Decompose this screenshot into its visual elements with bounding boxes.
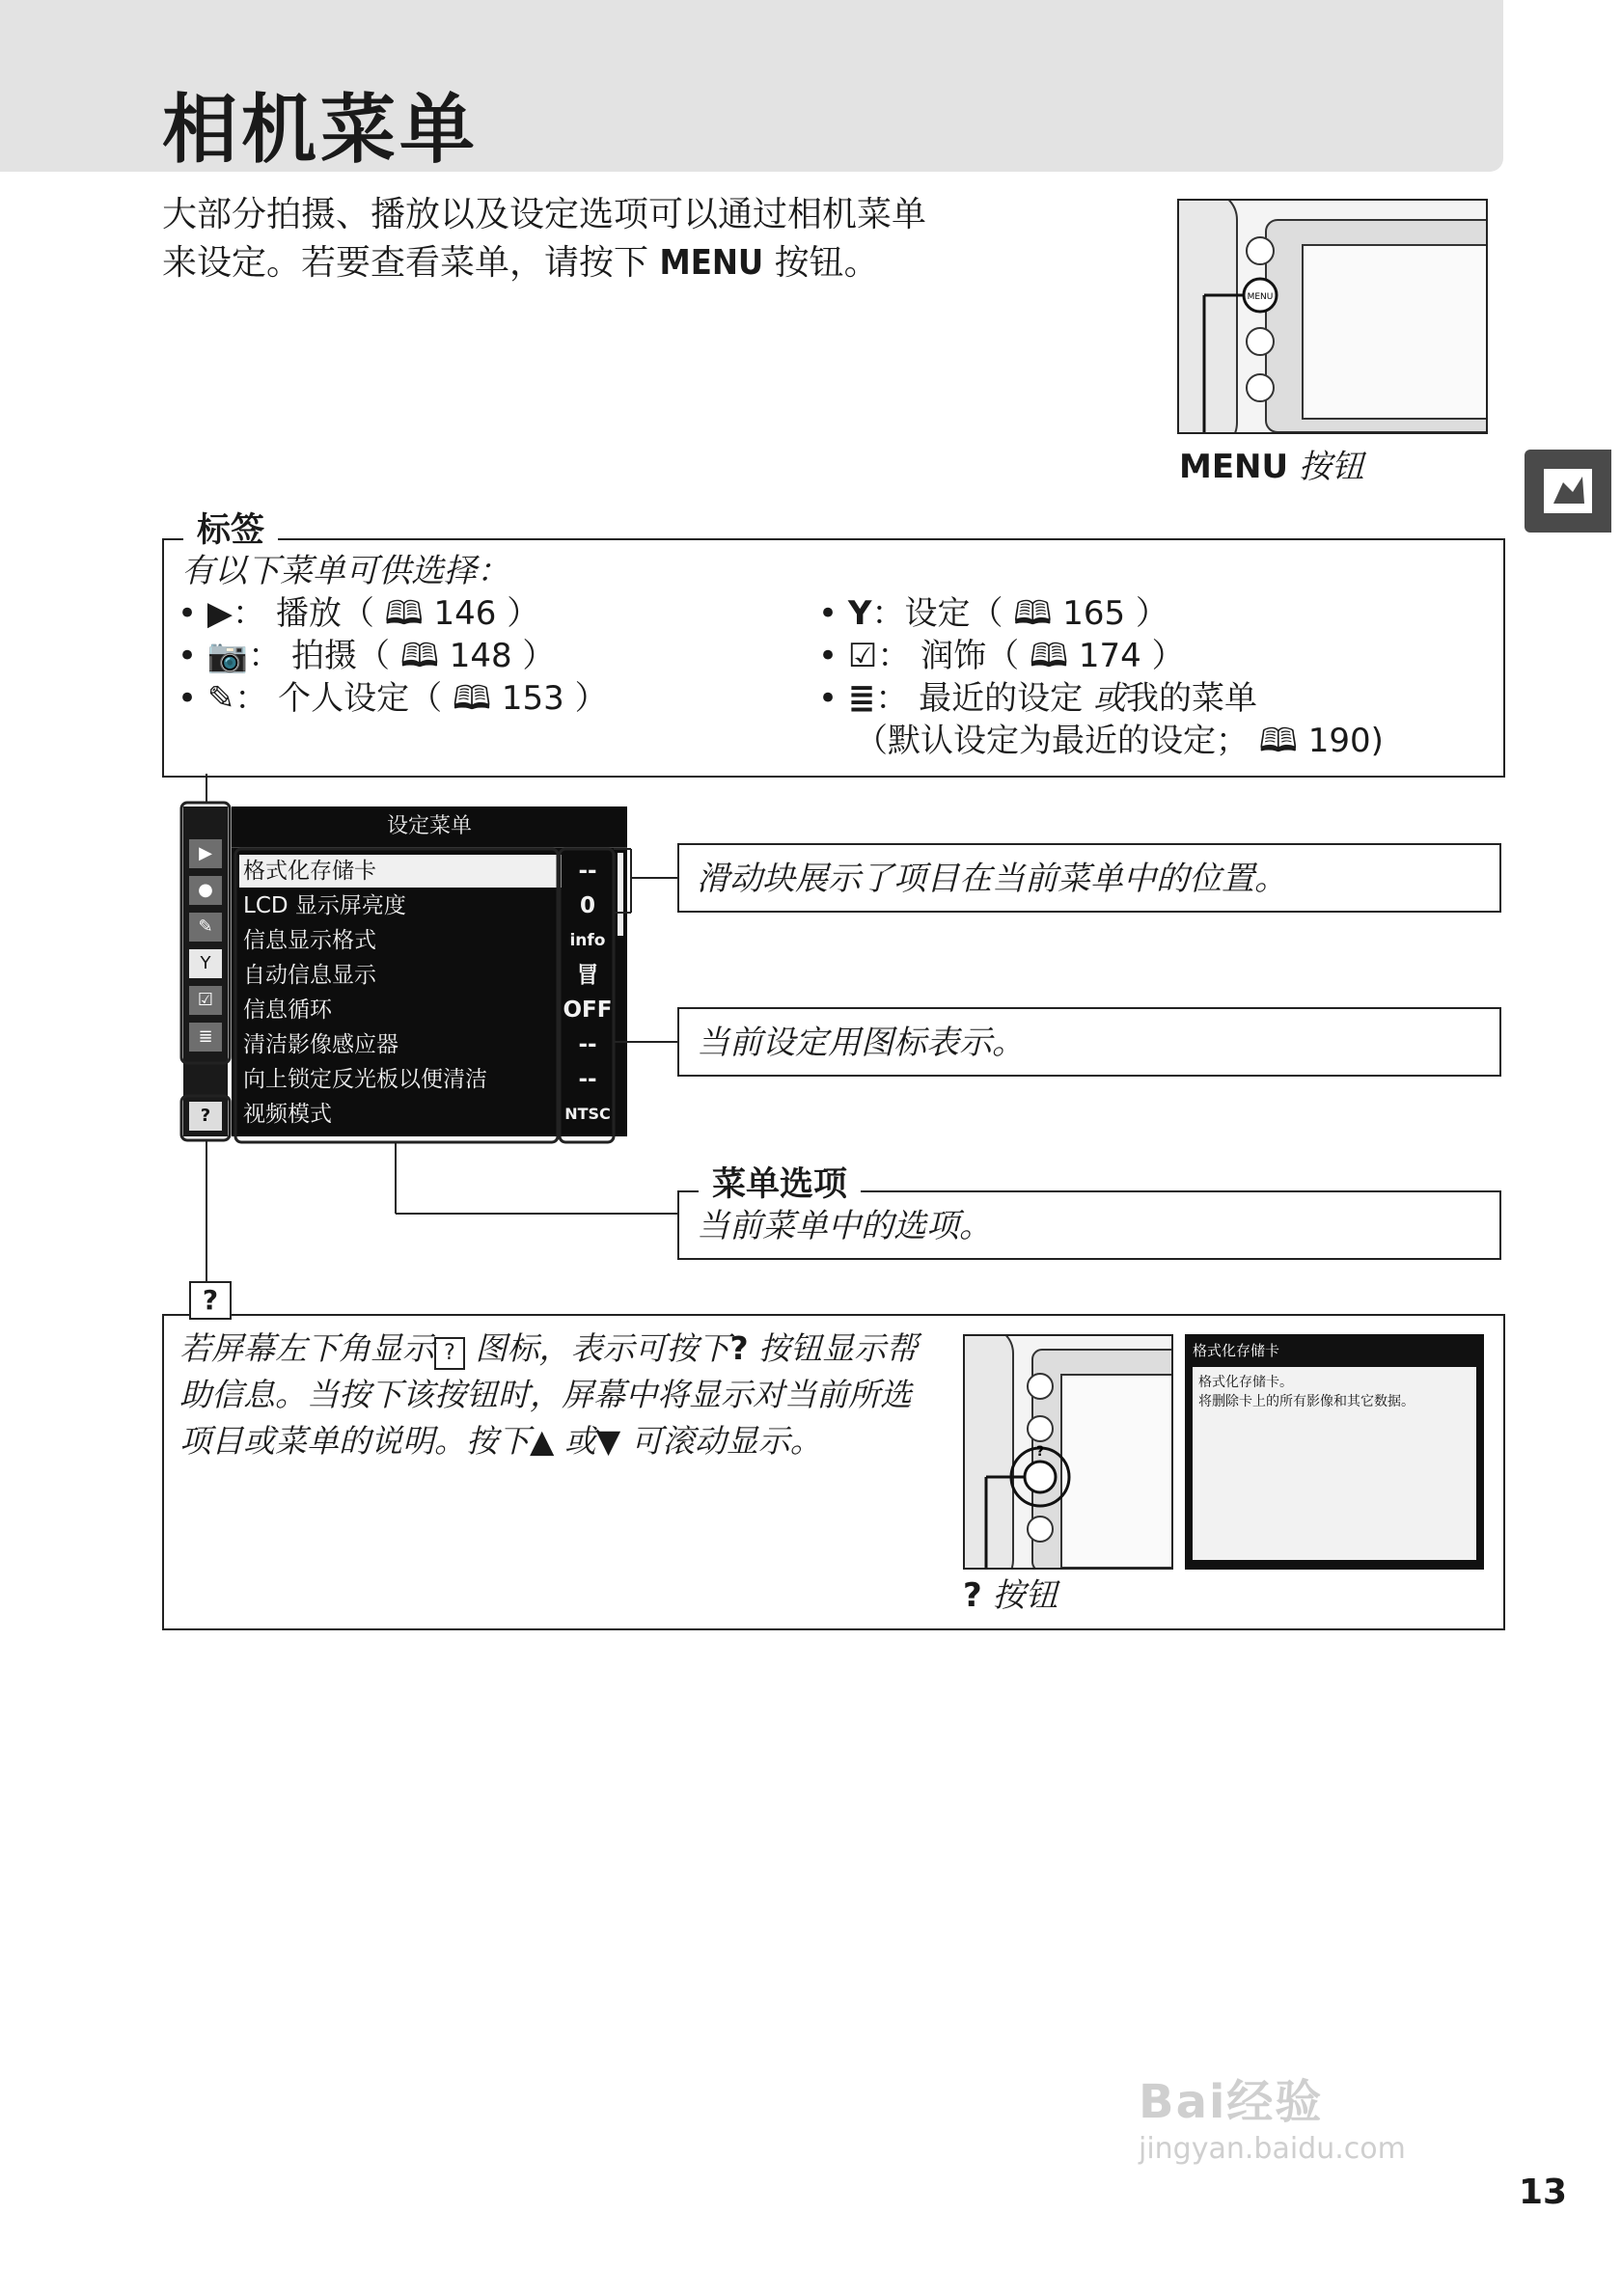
menu-row: 向上锁定反光板以便清洁 xyxy=(243,1067,487,1092)
wrench-icon: Y xyxy=(847,594,872,633)
retouch-icon: ☑ xyxy=(847,637,878,675)
menu-row-value: info xyxy=(569,931,606,950)
page-number: 13 xyxy=(1519,2173,1568,2212)
tab-item-recent: • ≣： 最近的设定 或我的菜单 xyxy=(818,679,1257,718)
help-button-figure xyxy=(963,1334,1173,1570)
intro-text-before: 大部分拍摄、播放以及设定选项可以通过相机菜单来设定。若要查看菜单，请按下 xyxy=(162,195,927,283)
tab-item-text-b: 我的菜单 xyxy=(1126,679,1257,718)
help-screen-title: 格式化存储卡 xyxy=(1189,1338,1484,1363)
help-screen-line: 格式化存储卡。 xyxy=(1198,1375,1293,1390)
tab-item-retouch: • ☑： 润饰（ 🕮 174 ） xyxy=(818,637,1185,675)
sidebar-retouch-icon: ☑ xyxy=(189,986,222,1015)
sidebar-recent-icon: ≣ xyxy=(189,1023,222,1052)
menu-screen-title: 设定菜单 xyxy=(232,806,627,848)
help-caption-bold: ? xyxy=(963,1576,982,1615)
menu-caption-bold: MENU xyxy=(1179,448,1289,486)
menu-row-value: -- xyxy=(578,859,597,884)
baidu-watermark-url: jingyan.baidu.com xyxy=(1139,2132,1406,2166)
pencil-icon: ✎ xyxy=(206,679,235,718)
page-title: 相机菜单 xyxy=(162,87,480,174)
menu-row: 视频模式 xyxy=(243,1102,332,1127)
help-caption-italic: 按钮 xyxy=(981,1576,1058,1615)
menu-row-value: 0 xyxy=(579,893,595,918)
help-label-icon: ? xyxy=(189,1281,232,1320)
sidebar-setup-icon: Y xyxy=(189,949,222,978)
current-setting-callout: 当前设定用图标表示。 xyxy=(677,1007,1501,1077)
tab-item-playback: • ▶： 播放（ 🕮 146 ） xyxy=(178,594,540,633)
menu-word: MENU xyxy=(659,243,764,283)
sidebar-help-icon: ? xyxy=(189,1102,222,1131)
menu-row-value: -- xyxy=(578,1067,597,1092)
menu-row: 信息显示格式 xyxy=(243,928,376,953)
help-text-2: 图标，表示可按下 xyxy=(465,1329,730,1367)
menu-caption-italic: 按钮 xyxy=(1288,448,1364,486)
svg-text:?: ? xyxy=(1035,1444,1045,1460)
menu-row: 信息循环 xyxy=(243,998,332,1023)
help-screen xyxy=(1185,1334,1484,1570)
menu-row-value: NTSC xyxy=(564,1105,611,1123)
menu-row-value: OFF xyxy=(563,998,613,1023)
menu-row: 自动信息显示 xyxy=(243,963,376,988)
menu-row-value: 冒 xyxy=(576,963,599,988)
help-inline-icon: ? xyxy=(434,1337,465,1370)
tab-item-text: ：设定（ 🕮 165 ） xyxy=(871,594,1168,633)
recent-settings-icon: ≣ xyxy=(847,679,876,718)
tab-item-text: ： 个人设定（ 🕮 153 ） xyxy=(234,679,608,718)
tab-item-or: 或 xyxy=(1093,679,1126,718)
tab-item-text: ： 拍摄（ 🕮 148 ） xyxy=(248,637,556,675)
tab-item-custom: • ✎： 个人设定（ 🕮 153 ） xyxy=(178,679,608,718)
tabs-intro: 有以下菜单可供选择： xyxy=(181,552,509,590)
help-button-caption xyxy=(963,1569,1058,1616)
menu-row: LCD 显示屏亮度 xyxy=(243,893,406,918)
help-description xyxy=(179,1326,942,1464)
help-text-3: 按钮显示帮助信息。当按下该按钮时，屏幕中将显示对当前所选项目或菜单的说明。按下▲ 或▼ 可滚动显示。 xyxy=(179,1329,919,1460)
tabs-label: 标签 xyxy=(183,504,278,552)
tab-item-text: ： 播放（ 🕮 146 ） xyxy=(233,594,540,633)
sidebar-playback-icon: ▶ xyxy=(189,839,222,868)
help-screen-line: 将删除卡上的所有影像和其它数据。 xyxy=(1198,1394,1415,1409)
menu-row-value: -- xyxy=(578,1032,597,1057)
help-bold-q: ? xyxy=(729,1329,749,1367)
tab-item-setup: • Y：设定（ 🕮 165 ） xyxy=(818,594,1168,633)
camera-back-help-drawing xyxy=(965,1336,1171,1568)
playback-icon: ▶ xyxy=(206,594,234,633)
help-text-1: 若屏幕左下角显示 xyxy=(179,1329,434,1367)
baidu-watermark-logo: Bai经验 xyxy=(1139,2075,1324,2129)
tab-item-text: ： 润饰（ 🕮 174 ） xyxy=(877,637,1185,675)
tab-item-text-a: ： 最近的设定 xyxy=(875,679,1093,718)
intro-text-after: 按钮。 xyxy=(763,243,879,283)
menu-options-label: 菜单选项 xyxy=(699,1158,861,1206)
sidebar-shooting-icon: ● xyxy=(189,876,222,905)
camera-icon: 📷 xyxy=(206,637,249,675)
menu-options-callout: 当前菜单中的选项。 xyxy=(677,1190,1501,1260)
menu-row: 格式化存储卡 xyxy=(239,855,562,888)
slider-callout: 滑动块展示了项目在当前菜单中的位置。 xyxy=(677,843,1501,913)
svg-text:MENU: MENU xyxy=(1247,292,1274,302)
sidebar-custom-icon: ✎ xyxy=(189,913,222,942)
tab-item-recent-note: （默认设定为最近的设定； 🕮 190) xyxy=(855,722,1384,760)
menu-row: 清洁影像感应器 xyxy=(243,1032,398,1057)
help-screen-body xyxy=(1193,1367,1476,1560)
tab-item-shooting: • 📷： 拍摄（ 🕮 148 ） xyxy=(178,637,556,675)
